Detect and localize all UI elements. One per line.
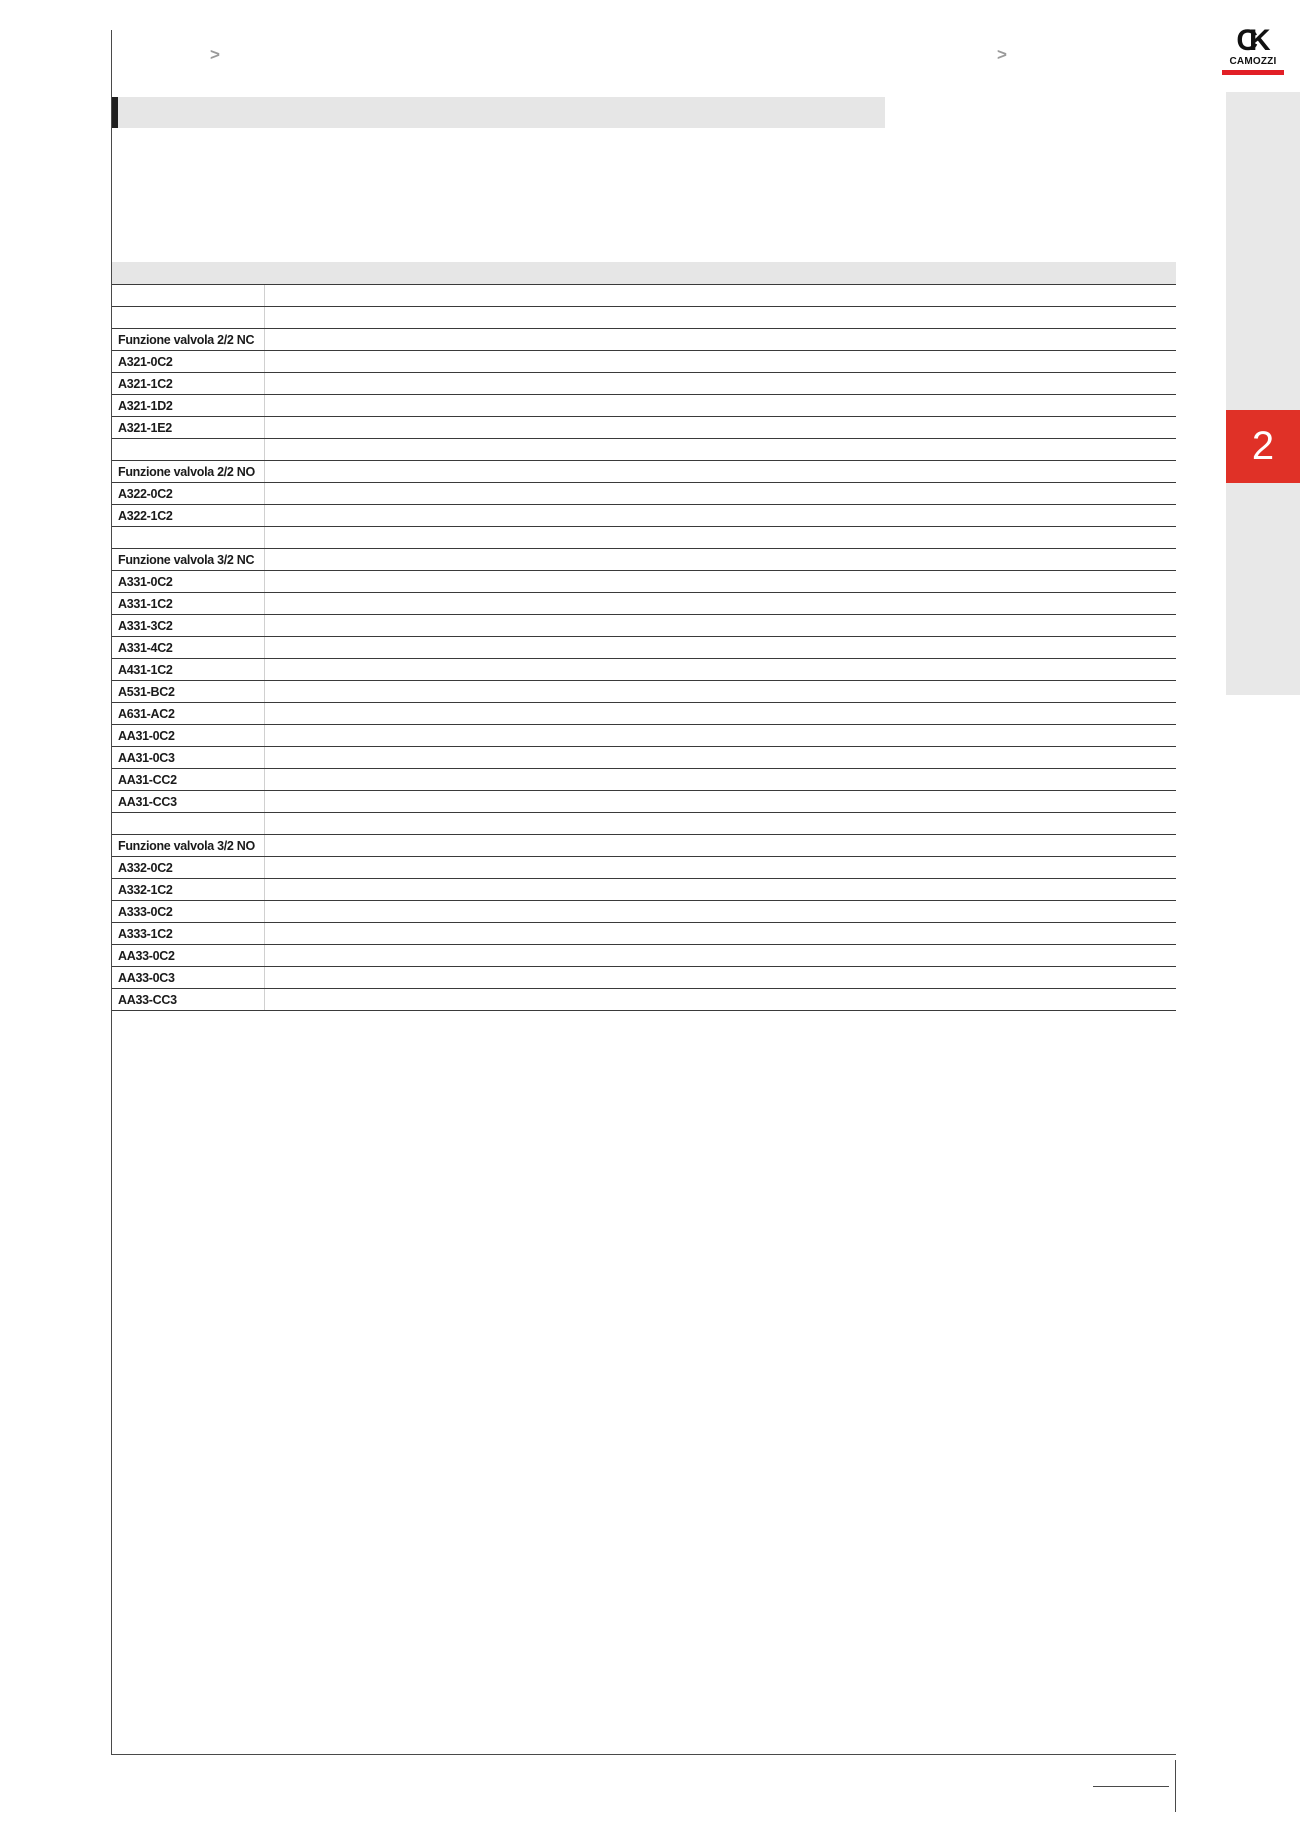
- product-code: A331-3C2: [118, 619, 173, 633]
- column-separator: [264, 923, 265, 944]
- column-separator: [264, 417, 265, 438]
- product-code: AA31-CC2: [118, 773, 177, 787]
- table-row: [112, 945, 1176, 967]
- table-row: [112, 967, 1176, 989]
- product-code: A322-0C2: [118, 487, 173, 501]
- table-row: [112, 615, 1176, 637]
- table-group-row: [112, 461, 1176, 483]
- product-code: AA31-CC3: [118, 795, 177, 809]
- product-code: A321-1D2: [118, 399, 173, 413]
- column-separator: [264, 725, 265, 746]
- column-separator: [264, 593, 265, 614]
- table-blank-row: [112, 439, 1176, 461]
- group-label: Funzione valvola 3/2 NC: [118, 553, 255, 567]
- table-row: [112, 791, 1176, 813]
- table-blank-row: [112, 285, 1176, 307]
- section-heading-bar: [112, 97, 885, 128]
- table-group-row: [112, 329, 1176, 351]
- table-row: [112, 857, 1176, 879]
- column-separator: [264, 329, 265, 350]
- group-label: Funzione valvola 3/2 NO: [118, 839, 255, 853]
- product-code: A531-BC2: [118, 685, 175, 699]
- column-separator: [264, 857, 265, 878]
- column-separator: [264, 461, 265, 482]
- column-separator: [264, 483, 265, 504]
- table-row: [112, 769, 1176, 791]
- table-row: [112, 417, 1176, 439]
- column-separator: [264, 659, 265, 680]
- table-group-row: [112, 835, 1176, 857]
- column-separator: [264, 395, 265, 416]
- column-separator: [264, 307, 265, 328]
- breadcrumb-chevron-icon: >: [997, 45, 1007, 64]
- table-row: [112, 637, 1176, 659]
- bottom-frame-line: [111, 1754, 1176, 1755]
- breadcrumb-chevron-icon: >: [210, 45, 220, 64]
- column-separator: [264, 835, 265, 856]
- product-code: A321-1C2: [118, 377, 173, 391]
- product-code: AA33-0C3: [118, 971, 175, 985]
- product-code: AA33-CC3: [118, 993, 177, 1007]
- logo-text: CAMOZZI: [1229, 56, 1277, 67]
- column-separator: [264, 285, 265, 306]
- column-separator: [264, 373, 265, 394]
- column-separator: [264, 769, 265, 790]
- column-separator: [264, 747, 265, 768]
- product-code: A631-AC2: [118, 707, 175, 721]
- chapter-side-strip: [1226, 92, 1300, 695]
- product-code: A333-1C2: [118, 927, 173, 941]
- table-blank-row: [112, 527, 1176, 549]
- footer-frame-line: [1175, 1760, 1176, 1812]
- product-code: A332-1C2: [118, 883, 173, 897]
- group-label: Funzione valvola 2/2 NC: [118, 333, 255, 347]
- table-row: [112, 395, 1176, 417]
- group-label: Funzione valvola 2/2 NO: [118, 465, 255, 479]
- page-number-line: [1093, 1786, 1169, 1787]
- column-separator: [264, 945, 265, 966]
- column-separator: [264, 813, 265, 834]
- product-code: A331-0C2: [118, 575, 173, 589]
- table-body: [112, 285, 1176, 1011]
- column-separator: [264, 527, 265, 548]
- table-row: [112, 483, 1176, 505]
- logo-mark-icon: CK: [1236, 24, 1262, 57]
- column-separator: [264, 615, 265, 636]
- column-separator: [264, 901, 265, 922]
- column-separator: [264, 879, 265, 900]
- table-row: [112, 659, 1176, 681]
- column-separator: [264, 571, 265, 592]
- table-row: [112, 373, 1176, 395]
- table-row: [112, 747, 1176, 769]
- table-row: [112, 879, 1176, 901]
- chapter-tab-2[interactable]: 2: [1226, 410, 1300, 483]
- column-separator: [264, 549, 265, 570]
- table-blank-row: [112, 813, 1176, 835]
- column-separator: [264, 967, 265, 988]
- product-code: AA31-0C2: [118, 729, 175, 743]
- table-row: [112, 725, 1176, 747]
- table-row: [112, 901, 1176, 923]
- product-code: A331-1C2: [118, 597, 173, 611]
- column-separator: [264, 791, 265, 812]
- product-table: [112, 262, 1176, 1011]
- column-separator: [264, 351, 265, 372]
- product-code: AA33-0C2: [118, 949, 175, 963]
- section-heading-accent: [112, 97, 118, 128]
- column-separator: [264, 637, 265, 658]
- column-separator: [264, 703, 265, 724]
- column-separator: [264, 439, 265, 460]
- product-code: A332-0C2: [118, 861, 173, 875]
- product-code: A322-1C2: [118, 509, 173, 523]
- table-row: [112, 703, 1176, 725]
- table-header: [112, 262, 1176, 285]
- column-separator: [264, 681, 265, 702]
- product-code: A321-0C2: [118, 355, 173, 369]
- table-row: [112, 505, 1176, 527]
- column-separator: [264, 505, 265, 526]
- product-code: AA31-0C3: [118, 751, 175, 765]
- camozzi-logo: [1222, 26, 1284, 76]
- product-code: A331-4C2: [118, 641, 173, 655]
- logo-accent-bar: [1222, 70, 1284, 75]
- table-row: [112, 681, 1176, 703]
- table-row: [112, 593, 1176, 615]
- table-row: [112, 351, 1176, 373]
- table-row: [112, 989, 1176, 1011]
- table-group-row: [112, 549, 1176, 571]
- table-row: [112, 923, 1176, 945]
- table-blank-row: [112, 307, 1176, 329]
- table-row: [112, 571, 1176, 593]
- product-code: A431-1C2: [118, 663, 173, 677]
- product-code: A321-1E2: [118, 421, 172, 435]
- column-separator: [264, 989, 265, 1010]
- product-code: A333-0C2: [118, 905, 173, 919]
